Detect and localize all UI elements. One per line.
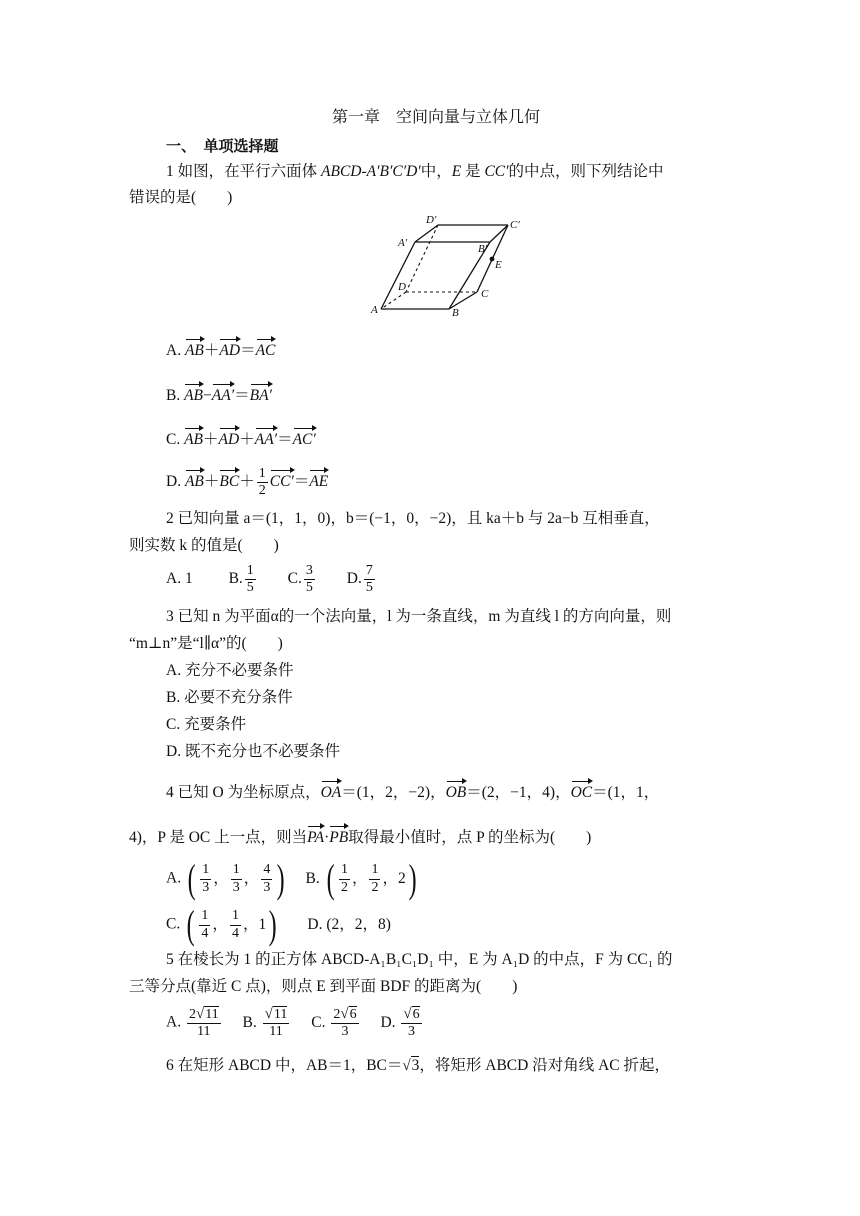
label-A: A bbox=[371, 304, 378, 316]
q1-stem-line2: 错误的是( ) bbox=[129, 189, 233, 206]
label-D-prime: D′ bbox=[426, 214, 437, 226]
q2-stem-line2: 则实数 k 的值是( ) bbox=[129, 537, 279, 554]
q2-options: A. 1 B. $\frac{1}{5}$ C. $\frac{3}{5}$ D. $\frac{7}{5}$ bbox=[166, 563, 373, 596]
page-title: 第一章 空间向量与立体几何 bbox=[332, 109, 541, 126]
label-B-prime: B′ bbox=[478, 243, 488, 255]
q6-stem-line1: 6 在矩形 ABCD 中，AB＝1，BC＝√3，将矩形 ABCD 沿对角线 AC 折起， bbox=[166, 1057, 670, 1074]
q5-stem-line1: 5 在棱长为 1 的正方体 ABCD-A₁B₁C₁D₁ 中，E 为 A₁D 的中点，F 为 CC₁ 的 bbox=[166, 951, 673, 968]
label-D: D bbox=[398, 281, 406, 293]
q3-stem-line1: 3 已知 n 为平面α的一个法向量，l 为一条直线，m 为直线 l 的方向向量，则 bbox=[166, 608, 672, 625]
q4-stem-line2: 4)，P 是 OC 上一点，则当PA·PB取得最小值时，点 P 的坐标为( ) bbox=[129, 829, 592, 846]
q1-option-d: D. AB＋BC＋ $\frac{1}{2}$ CC′＝AE bbox=[166, 466, 329, 499]
label-B: B bbox=[452, 307, 459, 319]
label-E: E bbox=[495, 259, 502, 271]
q4-stem-line1: 4 已知 O 为坐标原点，OA＝(1，2，−2)，OB＝(2，−1，4)，OC＝(1，1， bbox=[166, 784, 660, 801]
q4-options-cd: C. ( $\frac{1}{4}$ ， $\frac{1}{4}$ ，1 ) D. (2，2，8) bbox=[166, 902, 391, 947]
q1-stem-line1: 1 如图，在平行六面体 ABCD-A′B′C′D′中，E 是 CC′的中点，则下列结论中 bbox=[166, 163, 664, 180]
q5-stem-line2: 三等分点(靠近 C 点)，则点 E 到平面 BDF 的距离为( ) bbox=[129, 978, 518, 995]
q3-option-c: C. 充要条件 bbox=[166, 716, 247, 733]
q1-option-b: B. AB−AA′＝BA′ bbox=[166, 387, 272, 404]
q5-options: A. $\frac{2√11}{11}$ B. $\frac{√11}{11}$ C. $\frac{2√6}{3}$ D. $\frac{√6}{3}$ bbox=[166, 1006, 420, 1040]
label-C-prime: C′ bbox=[510, 219, 520, 231]
q3-option-b: B. 必要不充分条件 bbox=[166, 689, 293, 706]
q1-option-a: A. AB＋AD＝AC bbox=[166, 342, 276, 359]
q1-option-c: C. AB＋AD＋AA′＝AC′ bbox=[166, 431, 316, 448]
label-C: C bbox=[481, 288, 489, 300]
parallelepiped-figure bbox=[360, 212, 530, 322]
q3-option-d: D. 既不充分也不必要条件 bbox=[166, 743, 340, 760]
q3-stem-line2: “m⊥n”是“l∥α”的( ) bbox=[129, 635, 283, 652]
label-A-prime: A′ bbox=[398, 237, 408, 249]
q2-stem-line1: 2 已知向量 a＝(1，1，0)，b＝(−1，0，−2)，且 ka＋b 与 2a−b 互相垂直， bbox=[166, 510, 660, 527]
q4-options-ab: A. ( $\frac{1}{3}$ ， $\frac{1}{3}$ ， $\frac{4}{3}$ ) B. ( $\frac{1}{2}$ ， $\frac{1}{2}$ ，2 ) bbox=[166, 856, 417, 901]
q3-option-a: A. 充分不必要条件 bbox=[166, 662, 294, 679]
section-heading: 一、 单项选择题 bbox=[166, 137, 279, 155]
